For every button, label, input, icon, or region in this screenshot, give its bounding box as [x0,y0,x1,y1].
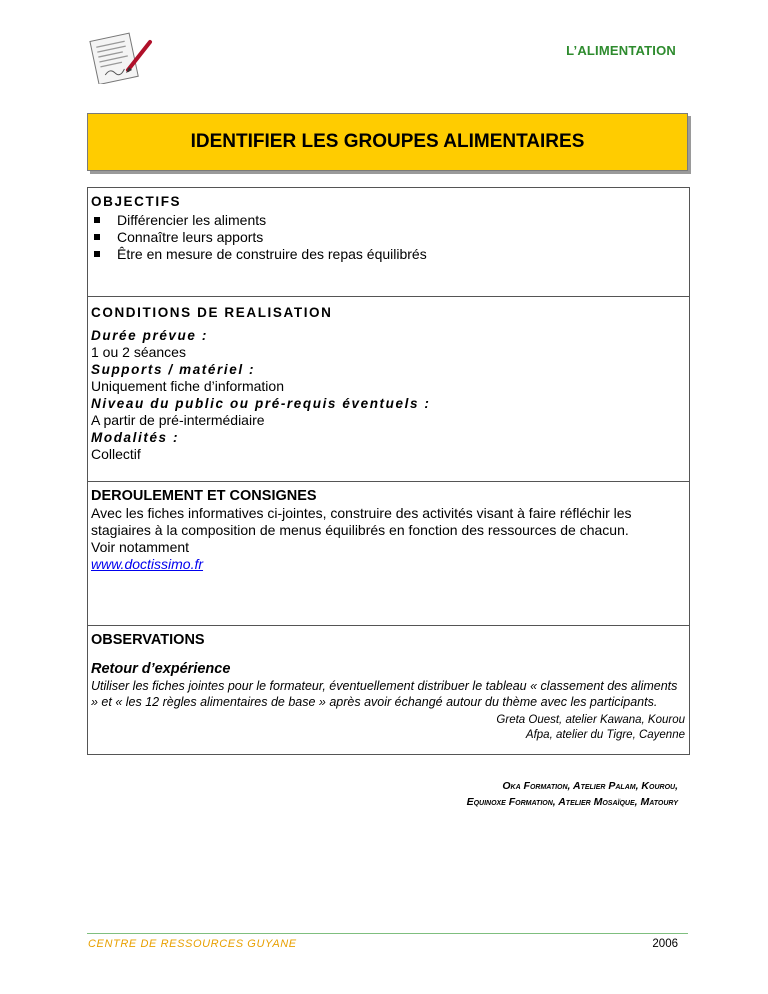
document-pen-icon [88,30,154,84]
footer-organization: CENTRE DE RESSOURCES GUYANE [88,938,297,950]
supports-value: Uniquement fiche d’information [91,378,284,394]
observations-section [88,625,689,754]
objectives-list [91,212,685,263]
page-title: IDENTIFIER LES GROUPES ALIMENTAIRES [190,131,585,152]
signature-line: Greta Ouest, atelier Kawana, Kourou [496,714,685,726]
modalities-value: Collectif [91,446,141,462]
objectives-heading: OBJECTIFS [91,194,182,209]
activity-sheet [87,187,690,755]
objectives-section [88,188,689,296]
section-label: L’ALIMENTATION [566,43,676,58]
duration-label: Durée prévue : [91,328,208,343]
level-label: Niveau du public ou pré-requis éventuels : [91,396,431,411]
doctissimo-link[interactable]: www.doctissimo.fr [91,556,204,572]
footer-divider [87,933,688,934]
signature-line: Afpa, atelier du Tigre, Cayenne [525,729,685,741]
title-banner [87,113,688,171]
list-item: Différencier les aliments [91,212,685,229]
list-item: Connaître leurs apports [91,229,685,246]
supports-label: Supports / matériel : [91,362,256,377]
feedback-text: Utiliser les fiches jointes pour le formateur, éventuellement distribuer le tableau « classement des aliments » et « les 12 règles alimentaires de base » après avoir échangé autour du thème avec les participants. [91,679,678,709]
list-item: Être en mesure de construire des repas équilibrés [91,246,685,263]
modalities-label: Modalités : [91,430,180,445]
conditions-heading: CONDITIONS DE REALISATION [91,305,333,320]
level-value: A partir de pré-intermédiaire [91,412,265,428]
instructions-section [88,481,689,625]
see-also-text: Voir notamment [91,539,190,555]
credits-block [467,778,678,810]
signature-block [91,713,685,743]
instructions-heading: DEROULEMENT ET CONSIGNES [91,488,317,504]
credits-line: Oka Formation, Atelier Palam, Kourou, [502,780,678,792]
conditions-section [88,296,689,481]
observations-heading: OBSERVATIONS [91,632,205,648]
credits-line: Equinoxe Formation, Atelier Mosaïque, Matoury [466,796,678,808]
footer-year: 2006 [652,938,678,950]
duration-value: 1 ou 2 séances [91,344,186,360]
instructions-text: Avec les fiches informatives ci-jointes, construire des activités visant à faire réfléchir les stagiaires à la composition de menus équilibrés en fonction des ressources de chacun. [91,505,632,538]
feedback-title: Retour d’expérience [91,661,231,677]
